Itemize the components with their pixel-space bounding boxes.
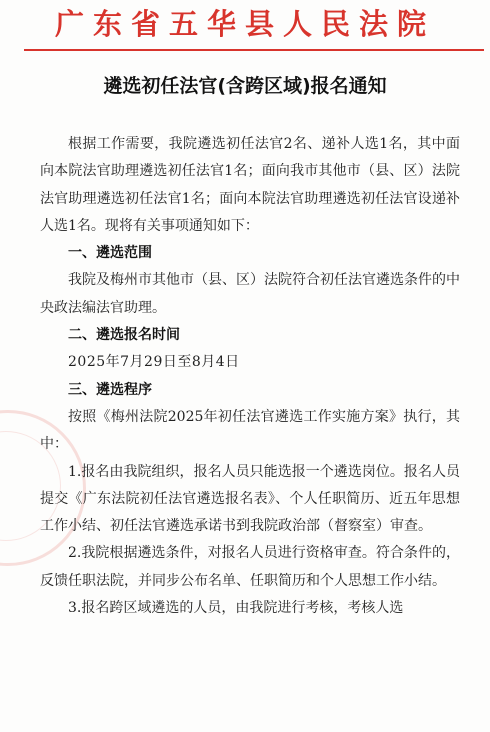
registration-date-range: 2025年7月29日至8月4日 bbox=[68, 354, 240, 371]
section-heading-registration-time: 二、遴选报名时间 bbox=[68, 327, 180, 344]
procedure-step-2: 2.我院根据遴选条件，对报名人员进行资格审查。符合条件的，反馈任职法院，并同步公布名单、任职简历和个人思想工作小结。 bbox=[40, 545, 460, 589]
procedure-step-3: 3.报名跨区域遴选的人员，由我院进行考核，考核人选 bbox=[68, 600, 404, 617]
header-red-rule bbox=[24, 49, 484, 51]
notice-body bbox=[40, 131, 460, 622]
intro-paragraph: 根据工作需要，我院遴选初任法官2名、递补人选1名，其中面向本院法官助理遴选初任法官1名；面向我市其他市（县、区）法院法官助理遴选初任法官1名；面向本院法官助理遴选初任法官设递补人选1名。现将有关事项通知如下： bbox=[40, 136, 460, 234]
notice-title: 遴选初任法官(含跨区域)报名通知 bbox=[103, 75, 387, 97]
procedure-step-1: 1.报名由我院组织，报名人员只能选报一个遴选岗位。报名人员提交《广东法院初任法官遴选报名表》、个人任职简历、近五年思想工作小结、初任法官遴选承诺书到我院政治部（督察室）审查。 bbox=[40, 463, 460, 535]
section-heading-procedure: 三、遴选程序 bbox=[68, 381, 152, 398]
court-name-header: 广东省五华县人民法院 bbox=[54, 7, 435, 41]
section-scope-paragraph: 我院及梅州市其他市（县、区）法院符合初任法官遴选条件的中央政法编法官助理。 bbox=[40, 272, 460, 316]
procedure-intro-paragraph: 按照《梅州法院2025年初任法官遴选工作实施方案》执行，其中： bbox=[40, 408, 460, 453]
section-heading-scope: 一、遴选范围 bbox=[68, 245, 152, 262]
